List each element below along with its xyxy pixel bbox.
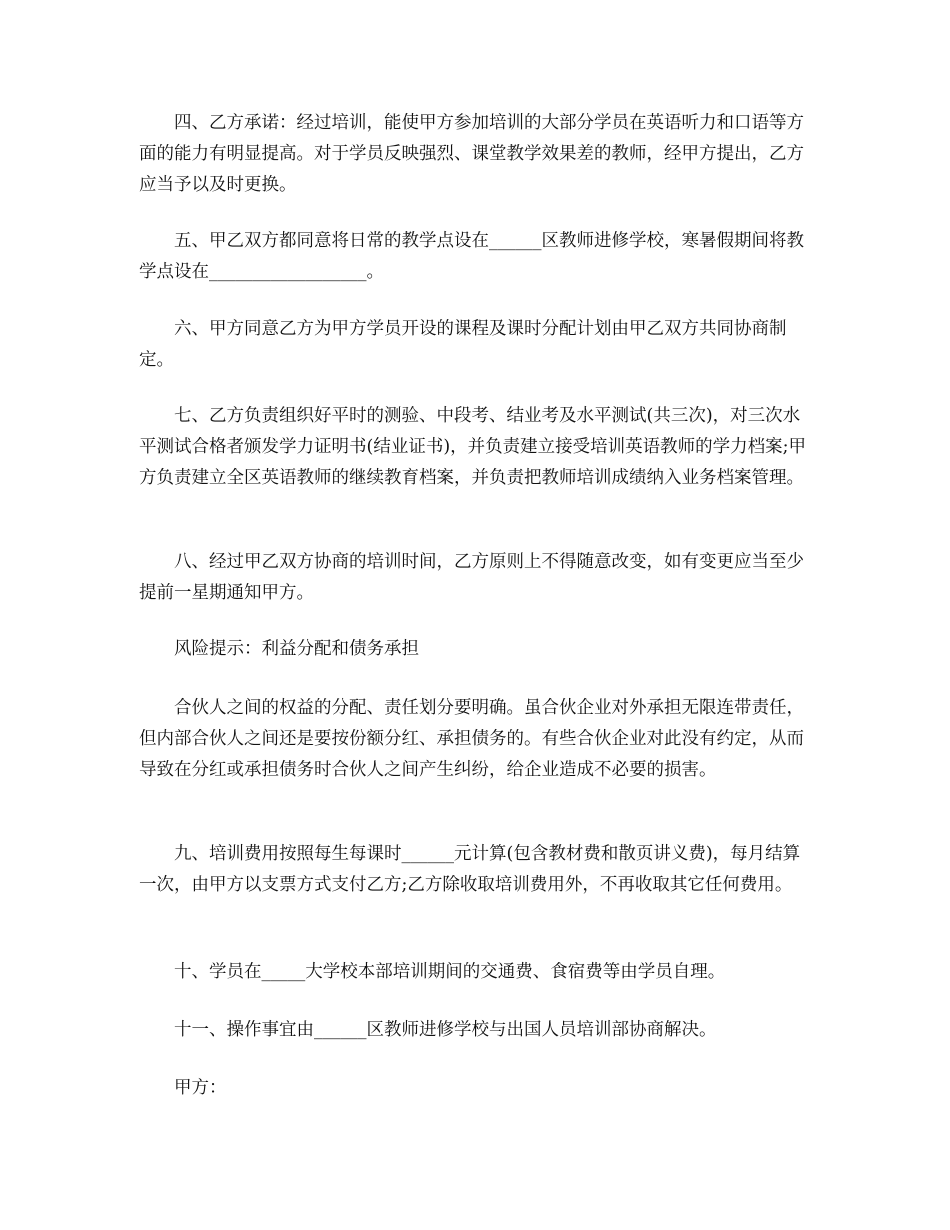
- clause-6-paragraph: 六、甲方同意乙方为甲方学员开设的课程及课时分配计划由甲乙双方共同协商制定。: [139, 319, 787, 370]
- clause-10-paragraph: 十、学员在_____大学校本部培训期间的交通费、食宿费等由学员自理。: [174, 962, 726, 982]
- clause-8-paragraph: 八、经过甲乙双方协商的培训时间，乙方原则上不得随意改变，如有变更应当至少提前一星期通知甲方。: [139, 552, 804, 603]
- risk-tip-heading: 风险提示：利益分配和债务承担: [174, 639, 419, 659]
- clause-4-paragraph: 四、乙方承诺：经过培训，能使甲方参加培训的大部分学员在英语听力和口语等方面的能力有明显提高。对于学员反映强烈、课堂教学效果差的教师，经甲方提出，乙方应当予以及时更换。: [139, 113, 804, 195]
- clause-7-paragraph: 七、乙方负责组织好平时的测验、中段考、结业考及水平测试(共三次)，对三次水平测试合格者颁发学力证明书(结业证书)，并负责建立接受培训英语教师的学力档案;甲方负责建立全区英语教师的继续教育档案，并负责把教师培训成绩纳入业务档案管理。: [139, 406, 807, 488]
- clause-5-paragraph: 五、甲乙双方都同意将日常的教学点设在______区教师进修学校，寒暑假期间将教学点设在__________________。: [139, 231, 804, 282]
- clause-11-paragraph: 十一、操作事宜由______区教师进修学校与出国人员培训部协商解决。: [174, 1020, 717, 1040]
- clause-9-paragraph: 九、培训费用按照每生每课时______元计算(包含教材费和散页讲义费)，每月结算一次，由甲方以支票方式支付乙方;乙方除收取培训费用外，不再收取其它任何费用。: [139, 844, 801, 895]
- party-a-signature-label: 甲方：: [174, 1078, 227, 1098]
- risk-tip-paragraph: 合伙人之间的权益的分配、责任划分要明确。虽合伙企业对外承担无限连带责任，但内部合伙人之间还是要按份额分红、承担债务的。有些合伙企业对此没有约定，从而导致在分红或承担债务时合伙人之间产生纠纷，给企业造成不必要的损害。: [139, 698, 804, 780]
